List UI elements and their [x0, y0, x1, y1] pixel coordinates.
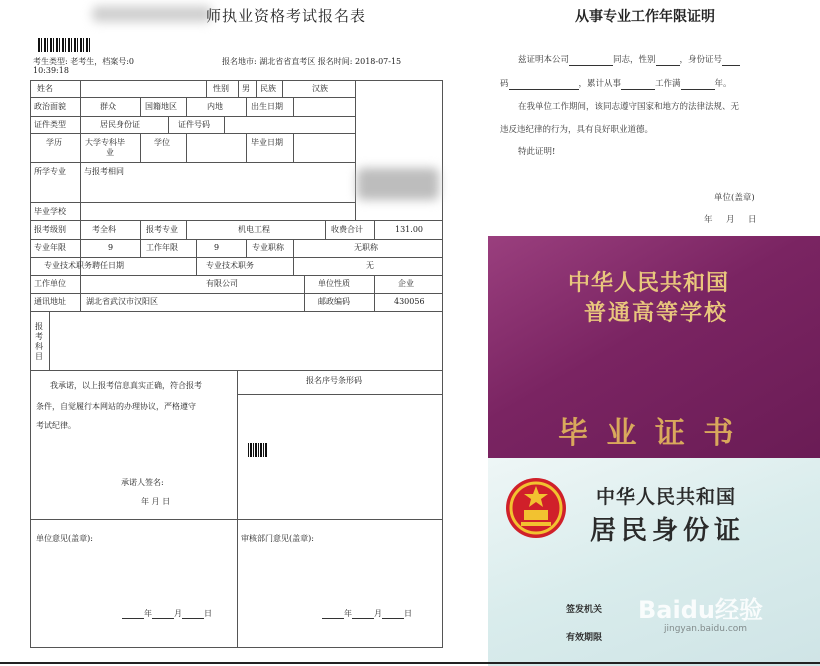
unit-opinion: 单位意见(盖章):: [36, 534, 93, 543]
bottom-rule: [0, 662, 820, 664]
meta-right: 报名地市: 湖北省省直考区 报名时间: 2018-07-15: [222, 57, 402, 66]
value-idtype: 居民身份证: [100, 120, 140, 129]
label-unit-nature: 单位性质: [318, 279, 350, 288]
label-gender: 性别: [213, 84, 229, 93]
photo-redacted: [357, 168, 439, 200]
idcard-line-1: 中华人民共和国: [596, 486, 737, 508]
label-birth: 出生日期: [251, 102, 283, 111]
review-opinion: 审核部门意见(盖章):: [241, 534, 314, 543]
value-postcode: 430056: [394, 297, 425, 306]
value-political: 群众: [100, 102, 116, 111]
form-title: 师执业资格考试报名表: [206, 7, 367, 25]
unit-opinion-date: 年 月 日: [122, 609, 212, 619]
signer-date: 年 月 日: [141, 497, 171, 506]
baidu-watermark-url: jingyan.baidu.com: [664, 624, 748, 634]
certificate-line-1: 兹证明本公司 同志，性别 ，身份证号: [518, 54, 740, 66]
label-fee: 收费合计: [331, 225, 363, 234]
label-address: 通讯地址: [34, 297, 66, 306]
diploma-line-2: 普通高等学校: [584, 300, 729, 326]
certificate-line-3: 在我单位工作期间，该同志遵守国家和地方的法律法规、无: [518, 102, 740, 112]
label-ethnic: 民族: [260, 84, 276, 93]
idcard-line-2: 居民身份证: [590, 516, 746, 546]
redacted-title-prefix: [92, 6, 212, 22]
value-employer: 有限公司: [206, 279, 238, 288]
barcode-top: [38, 38, 90, 52]
label-level: 报考级别: [34, 225, 66, 234]
value-unit-nature: 企业: [398, 279, 414, 288]
value-edu-2: 业: [106, 148, 114, 157]
pledge-line-1: 我承诺，以上报考信息真实正确，符合报考: [50, 381, 202, 390]
value-nationality: 内地: [207, 102, 223, 111]
certificate-date: 年 月 日: [704, 215, 757, 225]
value-level: 考全科: [92, 225, 116, 234]
valid-label: 有效期限: [566, 633, 603, 643]
certificate-line-2: 码 ，累计从事 工作满 年。: [500, 79, 732, 89]
certificate-unit: 单位(盖章): [714, 193, 755, 203]
pledge-line-3: 考试纪律。: [36, 421, 76, 430]
label-spec: 报考专业: [146, 225, 178, 234]
value-fee: 131.00: [395, 225, 423, 234]
value-tech-post: 无: [366, 261, 374, 270]
review-opinion-date: 年 月 日: [322, 609, 412, 619]
value-gender: 男: [242, 84, 250, 93]
label-degree: 学位: [154, 138, 170, 147]
label-idno: 证件号码: [178, 120, 210, 129]
issuer-label: 签发机关: [566, 605, 603, 615]
barcode-label: 报名序号条形码: [306, 376, 362, 385]
certificate-line-5: 特此证明!: [518, 147, 556, 157]
value-title: 无职称: [354, 243, 378, 252]
label-postcode: 邮政编码: [318, 297, 350, 306]
value-edu-1: 大学专科毕: [85, 138, 125, 147]
label-political: 政治面貌: [34, 102, 66, 111]
diploma-line-3: 毕 业 证 书: [558, 416, 738, 451]
diploma-line-1: 中华人民共和国: [568, 270, 730, 296]
label-idtype: 证件类型: [34, 120, 66, 129]
label-subjects: 报考科目: [35, 322, 43, 361]
label-tech-post: 专业技术职务: [206, 261, 254, 270]
certificate-title: 从事专业工作年限证明: [575, 9, 715, 25]
label-school: 毕业学校: [34, 207, 66, 216]
pledge-line-2: 条件，自觉履行本网站的办理协议，严格遵守: [36, 402, 196, 411]
value-major: 与报考相同: [84, 167, 124, 176]
barcode-serial: [248, 443, 268, 457]
certificate-line-4: 违反违纪律的行为，具有良好职业道德。: [500, 125, 654, 135]
value-spec: 机电工程: [238, 225, 270, 234]
label-hire-date: 专业技术职务聘任日期: [44, 261, 124, 270]
label-major: 所学专业: [34, 167, 66, 176]
baidu-watermark: Baidu经验: [638, 596, 763, 624]
meta-time: 10:39:18: [33, 66, 69, 75]
label-work-years: 工作年限: [146, 243, 178, 252]
label-years: 专业年限: [34, 243, 66, 252]
national-emblem-icon: [504, 476, 568, 540]
label-name: 姓名: [37, 84, 53, 93]
signer-label: 承诺人签名:: [121, 478, 164, 487]
label-employer: 工作单位: [34, 279, 66, 288]
value-years: 9: [108, 243, 114, 252]
value-work-years: 9: [214, 243, 220, 252]
value-address: 湖北省武汉市汉阳区: [86, 297, 158, 306]
value-ethnic: 汉族: [312, 84, 328, 93]
id-card-front: [488, 458, 820, 666]
label-title: 专业职称: [252, 243, 284, 252]
label-edu: 学历: [46, 138, 62, 147]
label-nationality: 国籍地区: [145, 102, 177, 111]
label-grad-date: 毕业日期: [251, 138, 283, 147]
meta-left: 考生类型: 老考生，档案号:0: [33, 57, 135, 66]
diploma-cover: [488, 236, 820, 458]
